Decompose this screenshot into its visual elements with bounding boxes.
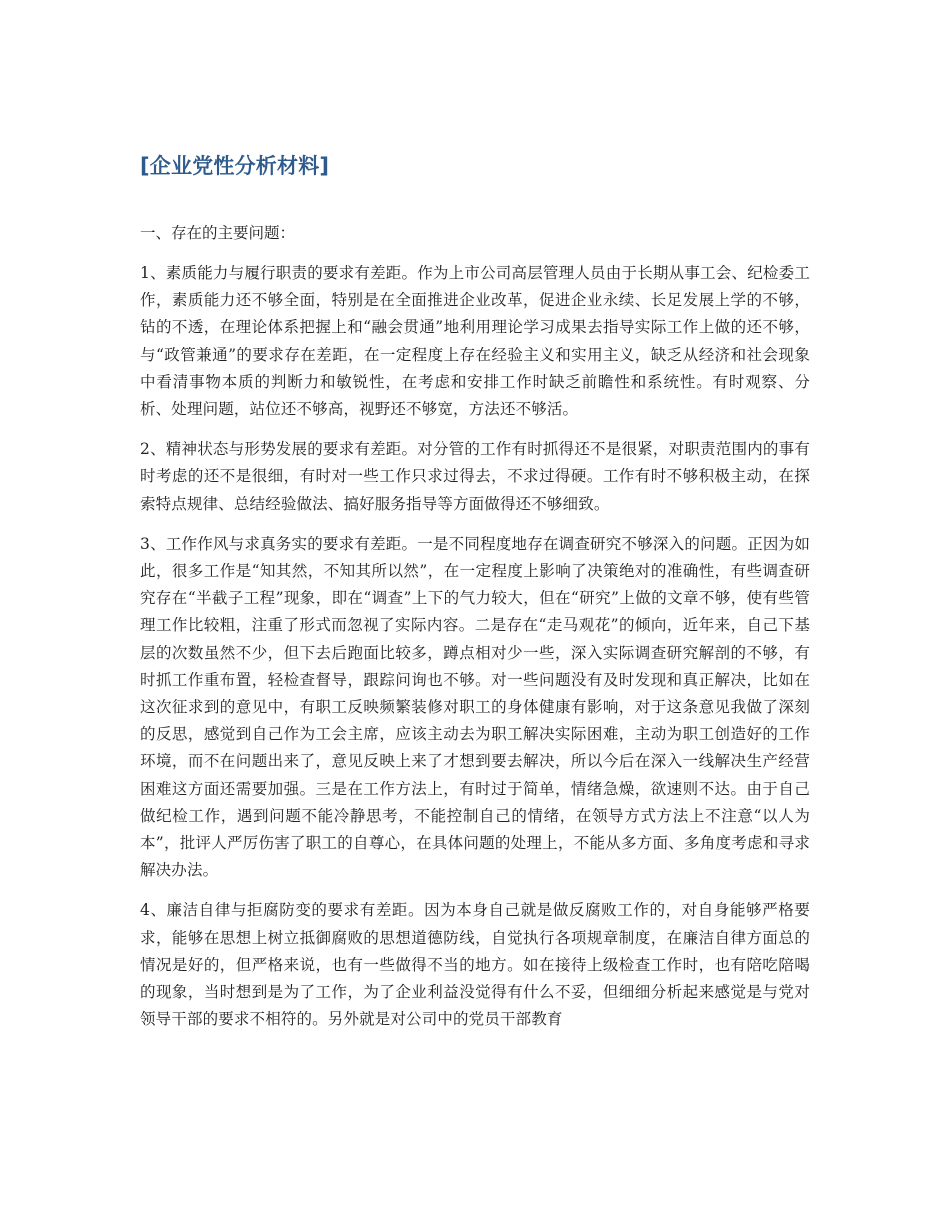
paragraph-3: 3、工作作风与求真务实的要求有差距。一是不同程度地存在调查研究不够深入的问题。正因为如此，很多工作是“知其然，不知其所以然”，在一定程度上影响了决策绝对的准确性，有些调查研究存在“半截子工程”现象，即在“调查”上下的气力较大，但在“研究”上做的文章不够，使有些管理工作比较粗，注重了形式而忽视了实际内容。二是存在“走马观花”的倾向，近年来，自己下基层的次数虽然不少，但下去后跑面比较多，蹲点相对少一些，深入实际调查研究解剖的不够，有时抓工作重布置，轻检查督导，跟踪问询也不够。对一些问题没有及时发现和真正解决，比如在这次征求到的意见中，有职工反映频繁装修对职工的身体健康有影响，对于这条意见我做了深刻的反思，感觉到自己作为工会主席，应该主动去为职工解决实际困难，主动为职工创造好的工作环境，而不在问题出来了，意见反映上来了才想到要去解决，所以今后在深入一线解决生产经营困难这方面还需要加强。三是在工作方法上，有时过于简单，情绪急燥，欲速则不达。由于自己做纪检工作，遇到问题不能冷静思考，不能控制自己的情绪，在领导方式方法上不注意“以人为本”，批评人严厉伤害了职工的自尊心，在具体问题的处理上，不能从多方面、多角度考虑和寻求解决办法。 (140, 534, 810, 880)
paragraph-4: 4、廉洁自律与拒腐防变的要求有差距。因为本身自己就是做反腐败工作的，对自身能够严格要求，能够在思想上树立抵御腐败的思想道德防线，自觉执行各项规章制度，在廉洁自律方面总的情况是好的，但严格来说，也有一些做得不当的地方。如在接待上级检查工作时，也有陪吃陪喝的现象，当时想到是为了工作，为了企业利益没觉得有什么不妥，但细细分析起来感觉是与党对领导干部的要求不相符的。另外就是对公司中的党员干部教育 (140, 901, 810, 1029)
document-page (140, 148, 810, 1033)
section-heading: 一、存在的主要问题： (140, 224, 296, 242)
paragraph-1: 1、素质能力与履行职责的要求有差距。作为上市公司高层管理人员由于长期从事工会、纪检委工作，素质能力还不够全面，特别是在全面推进企业改革，促进企业永续、长足发展上学的不够，钻的不透，在理论体系把握上和“融会贯通”地利用理论学习成果去指导实际工作上做的还不够，与“政管兼通”的要求存在差距，在一定程度上存在经验主义和实用主义，缺乏从经济和社会现象中看清事物本质的判断力和敏锐性，在考虑和安排工作时缺乏前瞻性和系统性。有时观察、分析、处理问题，站位还不够高，视野还不够宽，方法还不够活。 (140, 264, 810, 419)
document-title: [企业党性分析材料] (140, 154, 330, 178)
paragraph-2: 2、精神状态与形势发展的要求有差距。对分管的工作有时抓得还不是很紧，对职责范围内的事有时考虑的还不是很细，有时对一些工作只求过得去，不求过得硬。工作有时不够积极主动，在探索特点规律、总结经验做法、搞好服务指导等方面做得还不够细致。 (140, 440, 810, 513)
